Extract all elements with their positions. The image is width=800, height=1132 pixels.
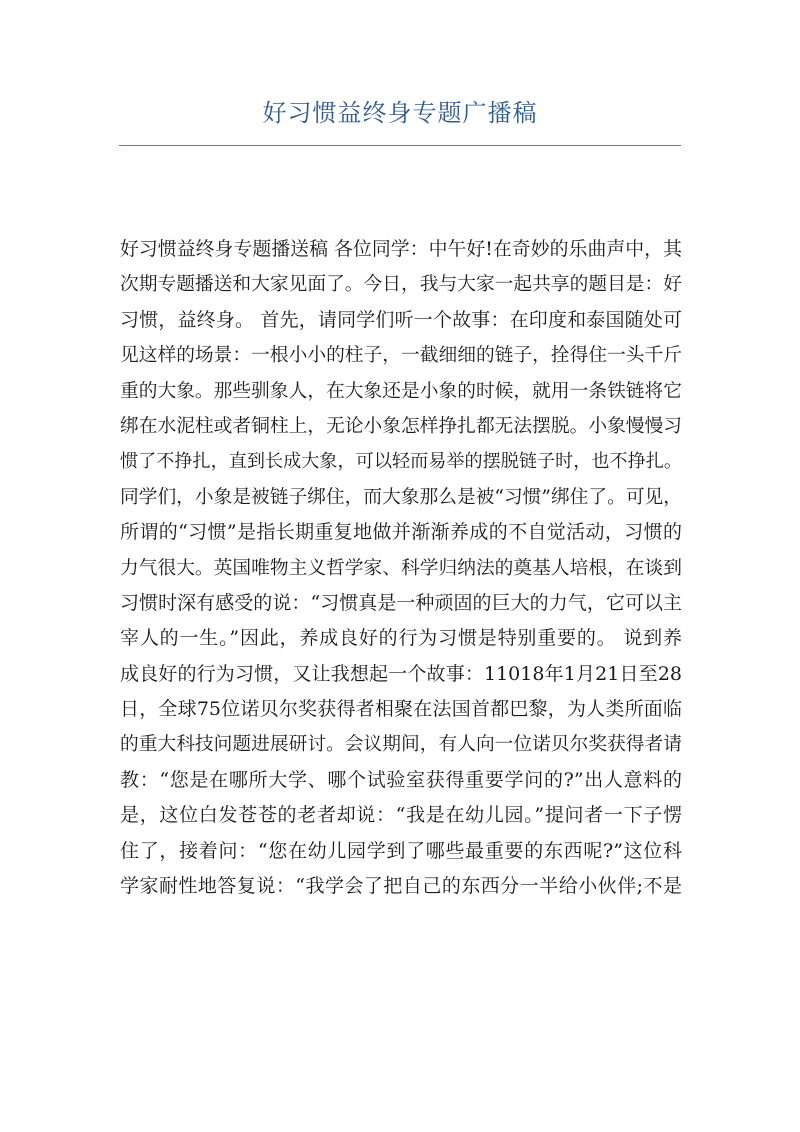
body-line: 力气很大。英国唯物主义哲学家、科学归纳法的奠基人培根，在谈到 <box>120 557 682 579</box>
body-line: 所谓的“习惯”是指长期重复地做并渐渐养成的不自觉活动，习惯的 <box>120 521 682 544</box>
body-line: 习惯时深有感受的说：“习惯真是一种顽固的巨大的力气，它可以主 <box>120 591 682 614</box>
body-line: 好习惯益终身专题播送稿 各位同学：中午好!在奇妙的乐曲声中，其 <box>120 238 682 260</box>
body-line: 的重大科技问题进展研讨。会议期间，有人向一位诺贝尔奖获得者请 <box>120 734 682 756</box>
body-line: 住了，接着问：“您在幼儿园学到了哪些最重要的东西呢?”这位科 <box>120 839 682 862</box>
body-line: 宰人的一生。”因此，养成良好的行为习惯是特别重要的。 说到养 <box>120 627 682 650</box>
body-line: 习惯，益终身。 首先，请同学们听一个故事：在印度和泰国随处可 <box>120 308 682 331</box>
body-line: 日，全球75位诺贝尔奖获得者相聚在法国首都巴黎，为人类所面临 <box>120 698 682 721</box>
body-line: 见这样的场景：一根小小的柱子，一截细细的链子，拴得住一头千斤 <box>120 345 682 367</box>
body-line: 成良好的行为习惯，又让我想起一个故事：11018年1月21日至28 <box>120 662 682 685</box>
body-line: 重的大象。那些驯象人，在大象还是小象的时候，就用一条铁链将它 <box>120 380 682 402</box>
body-line: 是，这位白发苍苍的老者却说：“我是在幼儿园。”提问者一下子愣 <box>120 804 682 827</box>
title-underline <box>119 145 681 146</box>
body-paragraph <box>120 232 682 904</box>
body-line: 学家耐性地答复说：“我学会了把自己的东西分一半给小伙伴;不是 <box>120 875 682 898</box>
document-title: 好习惯益终身专题广播稿 <box>262 99 538 127</box>
body-line: 惯了不挣扎，直到长成大象，可以轻而易举的摆脱链子时，也不挣扎。 <box>120 451 682 473</box>
body-line: 教：“您是在哪所大学、哪个试验室获得重要学问的?”出人意料的 <box>120 768 682 791</box>
body-line: 绑在水泥柱或者铜柱上，无论小象怎样挣扎都无法摆脱。小象慢慢习 <box>120 415 682 437</box>
body-line: 同学们，小象是被链子绑住，而大象那么是被“习惯”绑住了。可见， <box>120 486 682 508</box>
body-line: 次期专题播送和大家见面了。今日，我与大家一起共享的题目是：好 <box>120 274 682 296</box>
